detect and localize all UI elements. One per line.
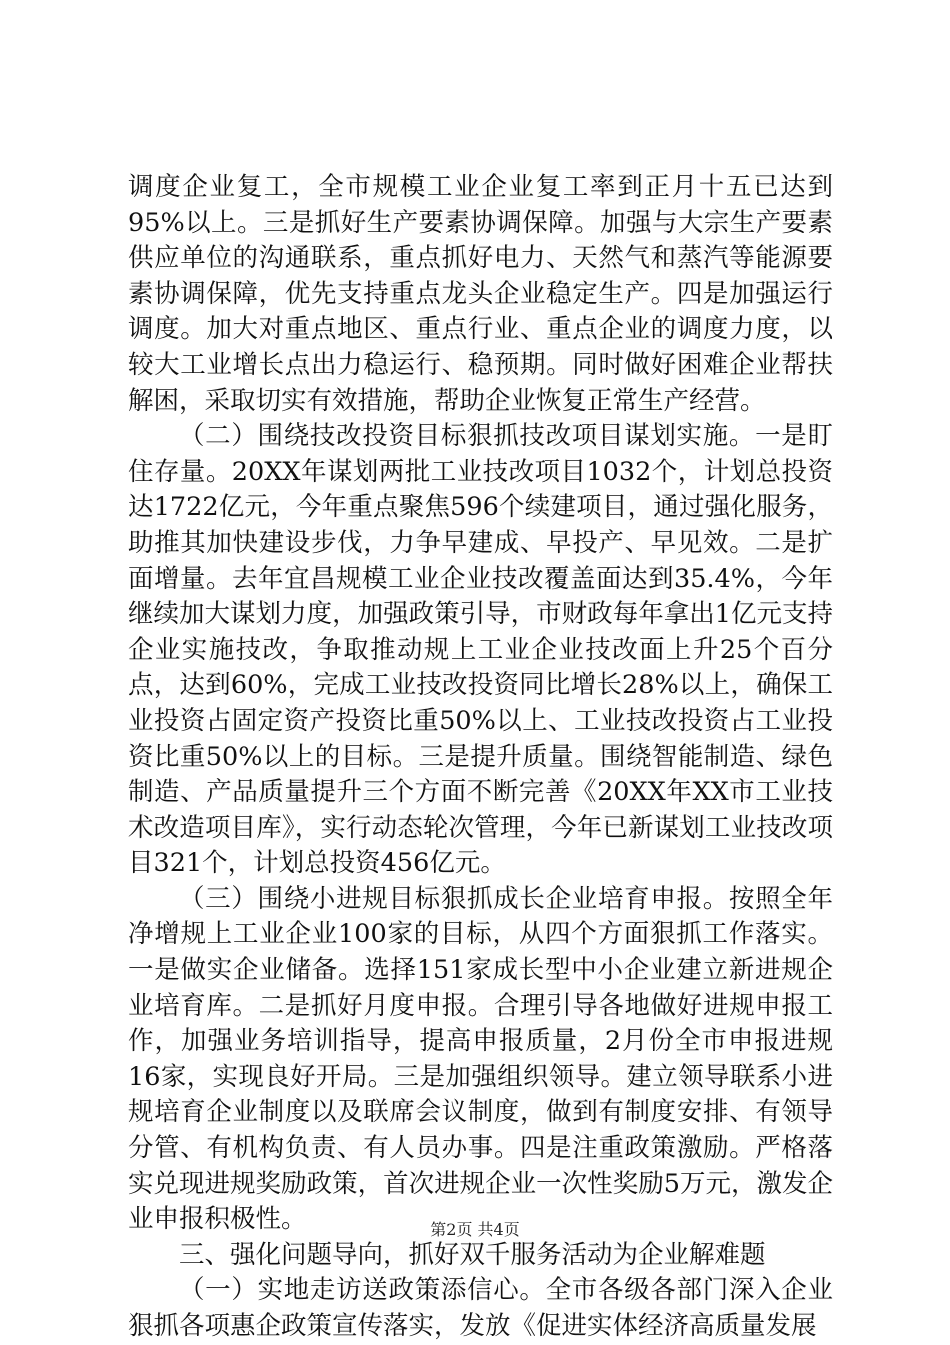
page-number-footer: 第2页 共4页 [430, 1220, 520, 1239]
paragraph-section-2: （二）围绕技改投资目标狠抓技改项目谋划实施。一是盯住存量。20XX年谋划两批工业技改项目1032个，计划总投资达1722亿元，今年重点聚焦596个续建项目，通过强化服务，助推其加快建设步伐，力争早建成、早投产、早见效。二是扩面增量。去年宜昌规模工业企业技改覆盖面达到35.4%，今年继续加大谋划力度，加强政策引导，市财政每年拿出1亿元支持企业实施技改，争取推动规上工业企业技改面上升25个百分点，达到60%，完成工业技改投资同比增长28%以上，确保工业投资占固定资产投资比重50%以上、工业技改投资占工业投资比重50%以上的目标。三是提升质量。围绕智能制造、绿色制造、产品质量提升三个方面不断完善《20XX年XX市工业技术改造项目库》，实行动态轮次管理，今年已新谋划工业技改项目321个，计划总投资456亿元。 [128, 421, 833, 879]
document-body [128, 170, 833, 1345]
paragraph-continuation: 调度企业复工，全市规模工业企业复工率到正月十五已达到95%以上。三是抓好生产要素协调保障。加强与大宗生产要素供应单位的沟通联系，重点抓好电力、天然气和蒸汽等能源要素协调保障，优先支持重点龙头企业稳定生产。四是加强运行调度。加大对重点地区、重点行业、重点企业的调度力度，以较大工业增长点出力稳运行、稳预期。同时做好困难企业帮扶解困，采取切实有效措施，帮助企业恢复正常生产经营。 [128, 172, 833, 416]
paragraph-section-3: （三）围绕小进规目标狠抓成长企业培育申报。按照全年净增规上工业企业100家的目标，从四个方面狠抓工作落实。一是做实企业储备。选择151家成长型中小企业建立新进规企业培育库。二是抓好月度申报。合理引导各地做好进规申报工作，加强业务培训指导，提高申报质量，2月份全市申报进规16家，实现良好开局。三是加强组织领导。建立领导联系小进规培育企业制度以及联席会议制度，做到有制度安排、有领导分管、有机构负责、有人员办事。四是注重政策激励。严格落实兑现进规奖励政策，首次进规企业一次性奖励5万元，激发企业申报积极性。 [128, 883, 833, 1235]
paragraph-subsection-1: （一）实地走访送政策添信心。全市各级各部门深入企业狠抓各项惠企政策宣传落实，发放《促进实体经济高质量发展 [128, 1275, 833, 1341]
section-heading-3: 三、强化问题导向，抓好双千服务活动为企业解难题 [179, 1239, 766, 1270]
